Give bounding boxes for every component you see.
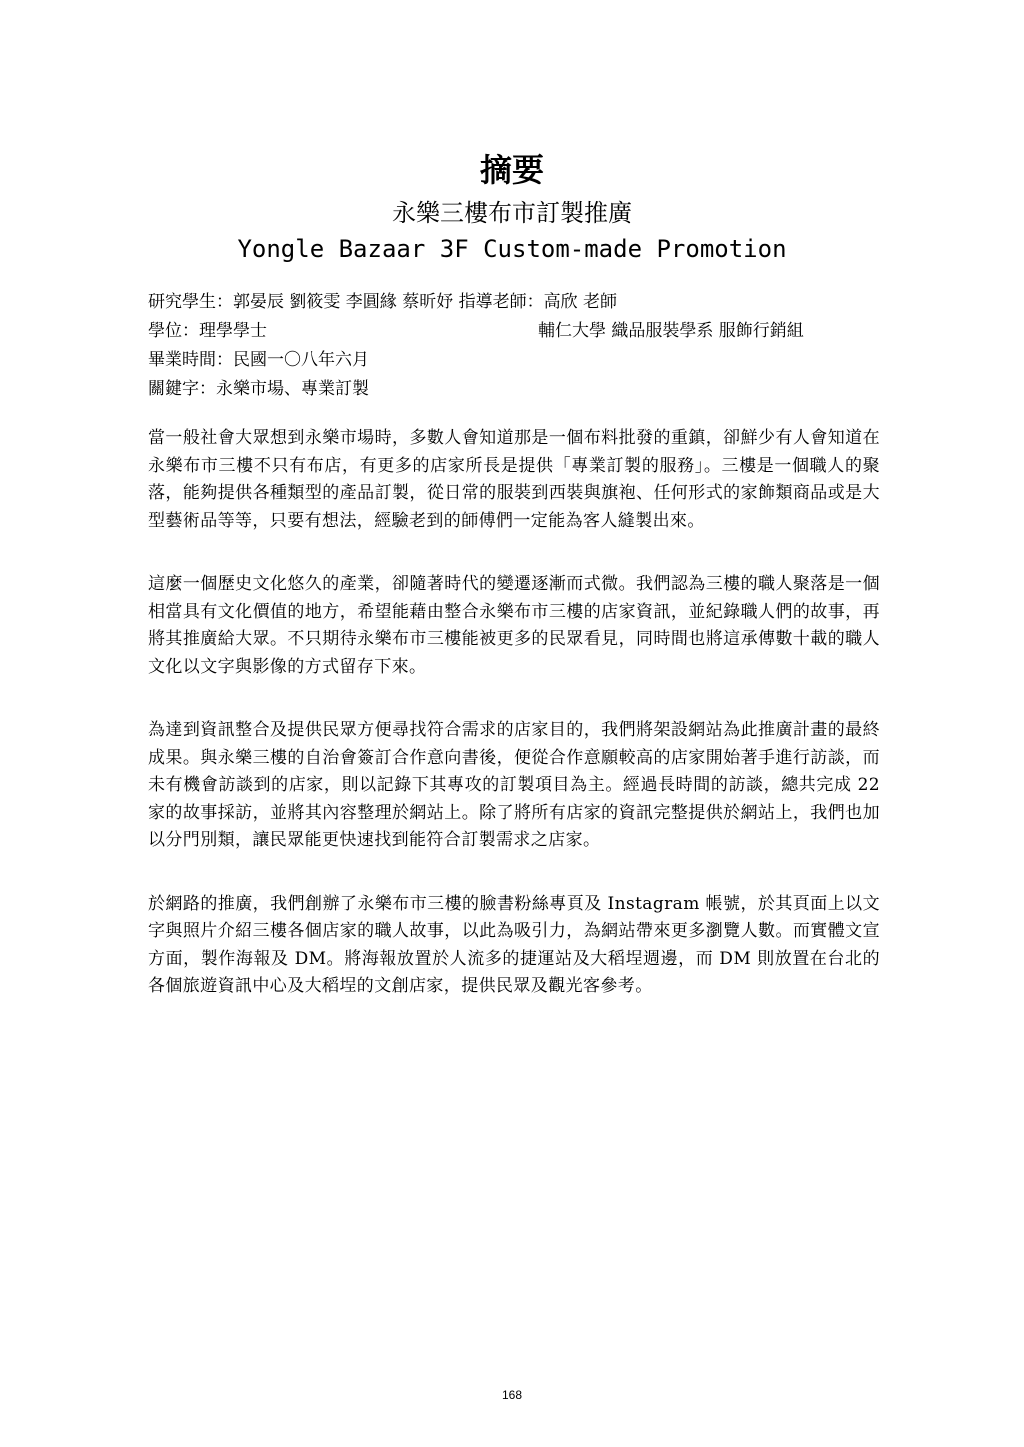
page-number: 168 bbox=[501, 1388, 523, 1402]
university-text: 輔仁大學 織品服裝學系 服飾行銷組 bbox=[538, 321, 804, 341]
degree-line bbox=[148, 317, 878, 346]
paragraph-1: 當一般社會大眾想到永樂市場時，多數人會知道那是一個布料批發的重鎮，卻鮮少有人會知道在永樂布市三樓不只有布店，有更多的店家所長是提供「專業訂製的服務」。三樓是一個職人的聚落，能夠提供各種類型的產品訂製，從日常的服裝到西裝與旗袍、任何形式的家飾類商品或是大型藝術品等等，只要有想法，經驗老到的師傅們一定能為客人縫製出來。 bbox=[148, 428, 880, 531]
students-line: 研究學生：郭晏辰 劉筱雯 李圓緣 蔡昕妤 指導老師：高欣 老師 bbox=[148, 292, 618, 312]
paragraph-3: 為達到資訊整合及提供民眾方便尋找符合需求的店家目的，我們將架設網站為此推廣計畫的最終成果。與永樂三樓的自治會簽訂合作意向書後，便從合作意願較高的店家開始著手進行訪談，而未有機會訪談到的店家，則以記錄下其專攻的訂製項目為主。經過長時間的訪談，總共完成 22 家的故事採訪，並將其內容整理於網站上。除了將所有店家的資訊完整提供於網站上，我們也加以分門別類，讓民眾能更快速找到能符合訂製需求之店家。 bbox=[148, 720, 880, 850]
abstract-heading: 摘要 bbox=[479, 151, 544, 189]
abstract-body bbox=[148, 425, 880, 1037]
graduation-line: 畢業時間：民國一〇八年六月 bbox=[148, 350, 369, 370]
paragraph-4: 於網路的推廣，我們創辦了永樂布市三樓的臉書粉絲專頁及 Instagram 帳號，於其頁面上以文字與照片介紹三樓各個店家的職人故事，以此為吸引力，為網站帶來更多瀏覽人數。而實體文宣方面，製作海報及 DM。將海報放置於人流多的捷運站及大稻埕週邊，而 DM 則放置在台北的各個旅遊資訊中心及大稻埕的文創店家，提供民眾及觀光客參考。 bbox=[148, 893, 880, 996]
title-english: Yongle Bazaar 3F Custom-made Promotion bbox=[237, 235, 787, 263]
meta-block bbox=[148, 288, 878, 404]
degree-text: 學位：理學學士 bbox=[148, 321, 267, 341]
keywords-line: 關鍵字：永樂市場、專業訂製 bbox=[148, 379, 369, 399]
paragraph-2: 這麼一個歷史文化悠久的產業，卻隨著時代的變遷逐漸而式微。我們認為三樓的職人聚落是一個相當具有文化價值的地方，希望能藉由整合永樂布市三樓的店家資訊，並紀錄職人們的故事，再將其推廣給大眾。不只期待永樂布市三樓能被更多的民眾看見，同時間也將這承傳數十載的職人文化以文字與影像的方式留存下來。 bbox=[148, 574, 880, 677]
title-chinese: 永樂三樓布市訂製推廣 bbox=[392, 199, 632, 227]
